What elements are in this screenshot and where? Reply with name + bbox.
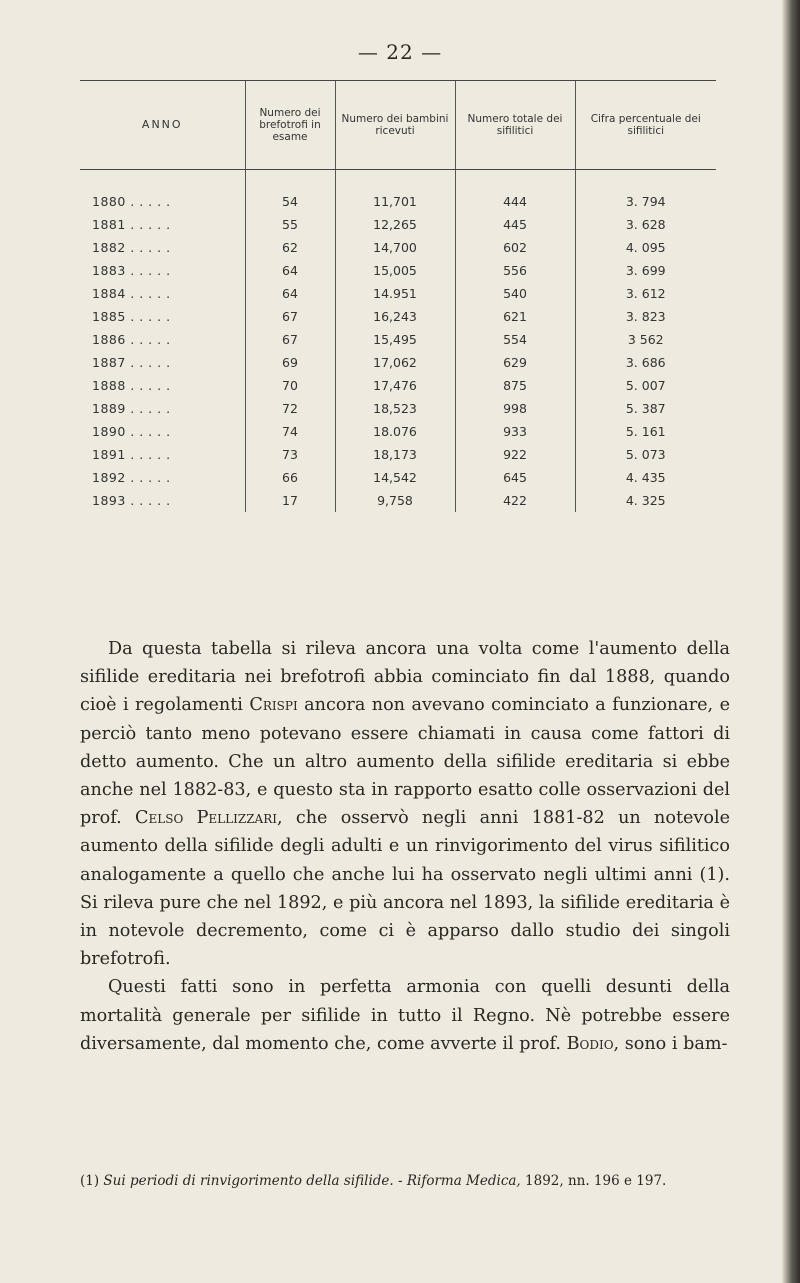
cell-year: 1883 . . . . . (92, 263, 171, 278)
table-spacer-row (80, 170, 716, 191)
cell-bambini: 12,265 (335, 213, 455, 236)
page-number: — 22 — (357, 40, 443, 64)
header-percentuale: Cifra percentuale dei sifilitici (575, 81, 716, 170)
header-anno: ANNO (80, 81, 245, 170)
cell-year: 1887 . . . . . (92, 355, 171, 370)
table-row (80, 213, 716, 236)
cell-percentuale: 5. 387 (575, 397, 716, 420)
cell-bambini: 14.951 (335, 282, 455, 305)
cell-sifilitici: 444 (455, 190, 575, 213)
cell-bambini: 15,495 (335, 328, 455, 351)
cell-bambini: 18,523 (335, 397, 455, 420)
table-row (80, 397, 716, 420)
cell-year: 1893 . . . . . (92, 493, 171, 508)
cell-sifilitici: 540 (455, 282, 575, 305)
table-row (80, 466, 716, 489)
footnote-reference-rest: 1892, nn. 196 e 197. (520, 1173, 667, 1189)
cell-sifilitici: 602 (455, 236, 575, 259)
paragraph-1-text-c: , che osservò negli anni 1881-82 un notevole aumento della sifilide degli adulti e un rinvigorimento del virus sifilitico analogamente a quello che anche lui ha osservato negli ultimi anni (1). Si rileva pure che nel 1892, e più ancora nel 1893, la sifilide ereditaria è in notevole decremento, come ci è apparso dallo studio dei singoli brefotrofi. (80, 808, 731, 970)
paragraph-2 (80, 973, 730, 1058)
cell-brefotrofi: 66 (245, 466, 335, 489)
body-text (80, 635, 730, 1058)
cell-brefotrofi: 67 (245, 328, 335, 351)
cell-brefotrofi: 73 (245, 443, 335, 466)
cell-bambini: 14,542 (335, 466, 455, 489)
cell-year: 1889 . . . . . (92, 401, 171, 416)
table-row (80, 328, 716, 351)
cell-year: 1881 . . . . . (92, 217, 171, 232)
cell-bambini: 15,005 (335, 259, 455, 282)
table-row (80, 305, 716, 328)
footnote (80, 1172, 730, 1190)
cell-brefotrofi: 74 (245, 420, 335, 443)
table-row (80, 443, 716, 466)
cell-percentuale: 4. 325 (575, 489, 716, 512)
cell-sifilitici: 933 (455, 420, 575, 443)
cell-percentuale: 4. 095 (575, 236, 716, 259)
cell-bambini: 9,758 (335, 489, 455, 512)
cell-brefotrofi: 72 (245, 397, 335, 420)
cell-bambini: 11,701 (335, 190, 455, 213)
cell-brefotrofi: 64 (245, 259, 335, 282)
name-crispi: Crispi (249, 695, 298, 716)
cell-brefotrofi: 17 (245, 489, 335, 512)
cell-year: 1892 . . . . . (92, 470, 171, 485)
cell-percentuale: 3. 628 (575, 213, 716, 236)
table-row (80, 259, 716, 282)
name-bodio: Bodio (566, 1033, 614, 1054)
cell-percentuale: 5. 161 (575, 420, 716, 443)
paragraph-2-text-a: Questi fatti sono in perfetta armonia con quelli desunti della mortalità generale per sifilide in tutto il Regno. Nè potrebbe essere diversamente, dal momento che, come avverte il prof. (80, 977, 730, 1054)
cell-percentuale: 3. 794 (575, 190, 716, 213)
cell-brefotrofi: 70 (245, 374, 335, 397)
header-sifilitici: Numero totale dei sifilitici (455, 81, 575, 170)
cell-brefotrofi: 62 (245, 236, 335, 259)
cell-brefotrofi: 55 (245, 213, 335, 236)
cell-percentuale: 5. 007 (575, 374, 716, 397)
cell-sifilitici: 556 (455, 259, 575, 282)
footnote-marker: (1) (80, 1173, 104, 1189)
cell-bambini: 14,700 (335, 236, 455, 259)
paragraph-1 (80, 635, 730, 973)
cell-year: 1886 . . . . . (92, 332, 171, 347)
paragraph-1-text-a: Da questa tabella si rileva ancora una volta come l'aumento della sifilide ereditaria nei brefotrofi abbia cominciato fin dal 1888, quando cioè i regolamenti (80, 639, 730, 716)
cell-percentuale: 5. 073 (575, 443, 716, 466)
page-edge-shadow (782, 0, 800, 1283)
cell-sifilitici: 922 (455, 443, 575, 466)
cell-sifilitici: 422 (455, 489, 575, 512)
cell-bambini: 18,173 (335, 443, 455, 466)
table-header-row (80, 81, 716, 170)
cell-percentuale: 3. 699 (575, 259, 716, 282)
cell-year: 1885 . . . . . (92, 309, 171, 324)
cell-sifilitici: 629 (455, 351, 575, 374)
name-pellizzari: Celso Pellizzari (135, 808, 277, 829)
cell-year: 1882 . . . . . (92, 240, 171, 255)
paragraph-1-text-b: ancora non avevano cominciato a funzionare, e perciò tanto meno potevano essere chiamati in causa come fattori di detto aumento. Che un altro aumento della sifilide ereditaria si ebbe anche nel 1882-83, e questo sta in rapporto esatto colle osservazioni del prof. (80, 695, 731, 829)
paragraph-2-text-b: , sono i bam- (613, 1033, 728, 1054)
footnote-reference-title: Sui periodi di rinvigorimento della sifilide. - Riforma Medica, (103, 1173, 521, 1189)
table-row (80, 420, 716, 443)
cell-bambini: 17,476 (335, 374, 455, 397)
cell-percentuale: 3 562 (575, 328, 716, 351)
cell-sifilitici: 554 (455, 328, 575, 351)
table-row (80, 374, 716, 397)
cell-brefotrofi: 69 (245, 351, 335, 374)
cell-year: 1880 . . . . . (92, 194, 171, 209)
table-row (80, 351, 716, 374)
header-bambini: Numero dei bambini ricevuti (335, 81, 455, 170)
header-brefotrofi: Numero dei brefotrofi in esame (245, 81, 335, 170)
table-row (80, 489, 716, 512)
cell-bambini: 16,243 (335, 305, 455, 328)
cell-brefotrofi: 67 (245, 305, 335, 328)
cell-percentuale: 3. 686 (575, 351, 716, 374)
cell-sifilitici: 445 (455, 213, 575, 236)
cell-sifilitici: 645 (455, 466, 575, 489)
cell-sifilitici: 875 (455, 374, 575, 397)
cell-year: 1888 . . . . . (92, 378, 171, 393)
cell-year: 1891 . . . . . (92, 447, 171, 462)
cell-bambini: 18.076 (335, 420, 455, 443)
cell-sifilitici: 621 (455, 305, 575, 328)
cell-sifilitici: 998 (455, 397, 575, 420)
statistics-table (80, 80, 716, 512)
table-row (80, 236, 716, 259)
cell-bambini: 17,062 (335, 351, 455, 374)
cell-percentuale: 3. 823 (575, 305, 716, 328)
cell-percentuale: 4. 435 (575, 466, 716, 489)
cell-brefotrofi: 64 (245, 282, 335, 305)
table-body (80, 170, 716, 513)
cell-year: 1884 . . . . . (92, 286, 171, 301)
cell-brefotrofi: 54 (245, 190, 335, 213)
cell-percentuale: 3. 612 (575, 282, 716, 305)
table-row (80, 190, 716, 213)
table-row (80, 282, 716, 305)
cell-year: 1890 . . . . . (92, 424, 171, 439)
